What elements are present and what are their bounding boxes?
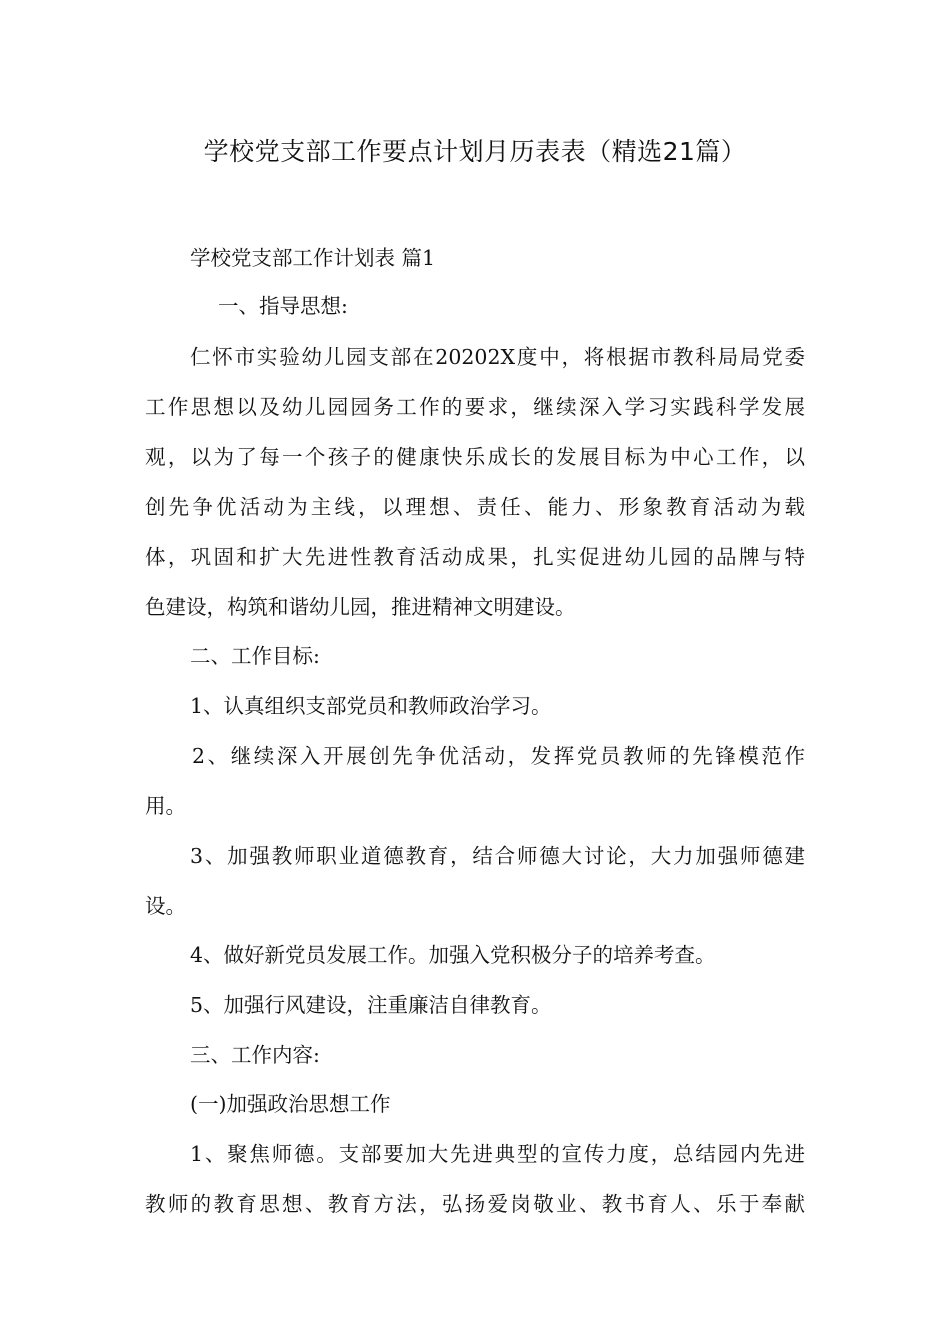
paragraph-line: 教师的教育思想、教育方法，弘扬爱岗敬业、教书育人、乐于奉献 [145, 1192, 805, 1216]
section-heading-work-goals: 二、工作目标: [190, 644, 320, 668]
goal-item: 5、加强行风建设，注重廉洁自律教育。 [190, 993, 552, 1017]
section-heading-guiding-thought: 一、指导思想: [218, 294, 348, 318]
paragraph-line: 1、聚焦师德。支部要加大先进典型的宣传力度，总结园内先进 [190, 1142, 805, 1166]
section-heading-work-content: 三、工作内容: [190, 1043, 320, 1067]
subheading: 学校党支部工作计划表 篇1 [190, 246, 436, 270]
document-title: 学校党支部工作要点计划月历表表（精选21篇） [203, 137, 747, 166]
paragraph-line: 创先争优活动为主线，以理想、责任、能力、形象教育活动为载 [145, 495, 805, 519]
paragraph-line: 工作思想以及幼儿园园务工作的要求，继续深入学习实践科学发展 [145, 395, 805, 419]
goal-item: 2、继续深入开展创先争优活动，发挥党员教师的先锋模范作 [192, 744, 805, 768]
paragraph-line: 观，以为了每一个孩子的健康快乐成长的发展目标为中心工作，以 [145, 445, 805, 469]
paragraph-line: 仁怀市实验幼儿园支部在20202X度中，将根据市教科局局党委 [190, 345, 805, 369]
subsection-heading: (一)加强政治思想工作 [190, 1092, 391, 1116]
paragraph-line: 色建设，构筑和谐幼儿园，推进精神文明建设。 [145, 595, 576, 619]
paragraph-line: 体，巩固和扩大先进性教育活动成果，扎实促进幼儿园的品牌与特 [145, 545, 805, 569]
goal-item-continuation: 设。 [145, 894, 186, 918]
goal-item-continuation: 用。 [145, 794, 186, 818]
goal-item: 3、加强教师职业道德教育，结合师德大讨论，大力加强师德建 [190, 844, 805, 868]
goal-item: 4、做好新党员发展工作。加强入党积极分子的培养考查。 [190, 943, 716, 967]
goal-item: 1、认真组织支部党员和教师政治学习。 [190, 694, 552, 718]
